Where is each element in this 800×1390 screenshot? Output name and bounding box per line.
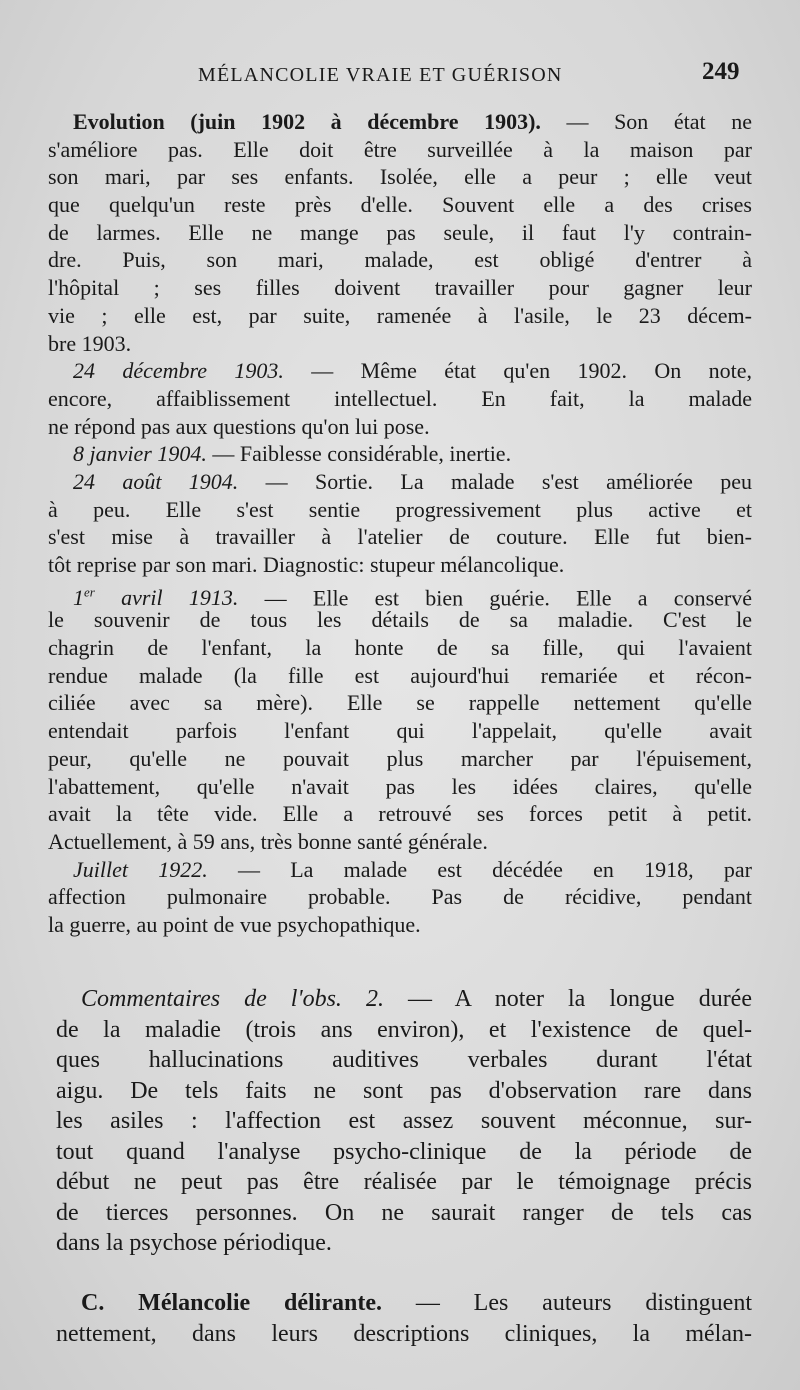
entry-date: 1er avril 1913.	[73, 584, 239, 611]
commentary-lead: Commentaires de l'obs. 2.	[81, 986, 384, 1012]
commentary-line: Commentaires de l'obs. 2. — A noter la longue durée	[81, 986, 752, 1012]
commentary-line: tout quand l'analyse psycho-clinique de la période de	[56, 1138, 752, 1165]
page-header	[0, 58, 800, 98]
evolution-lead: Evolution (juin 1902 à décembre 1903).	[73, 109, 541, 134]
entry-line: chagrin de l'enfant, la honte de sa fille, qui l'avaient	[48, 635, 752, 661]
evolution-line: de larmes. Elle ne mange pas seule, il faut l'y contrain-	[48, 219, 752, 245]
entry-line: 8 janvier 1904. — Faiblesse considérable, inertie.	[73, 441, 512, 467]
entry-line: ciliée avec sa mère). Elle se rappelle nettement qu'elle	[48, 690, 752, 716]
evolution-line: son mari, par ses enfants. Isolée, elle a peur ; elle veut	[48, 164, 752, 190]
section-line: C. Mélancolie délirante. — Les auteurs distinguent	[81, 1290, 753, 1316]
section-line: nettement, dans leurs descriptions cliniques, la mélan-	[56, 1321, 752, 1347]
commentary-line: ques hallucinations auditives verbales durant l'état	[56, 1047, 752, 1073]
entry-date: 24 août 1904.	[73, 468, 239, 494]
page-number: 249	[702, 58, 740, 85]
evolution-line: vie ; elle est, par suite, ramenée à l'asile, le 23 décem-	[48, 302, 752, 328]
section-c	[56, 1288, 752, 1350]
entry-line: encore, affaiblissement intellectuel. En fait, la malade	[48, 385, 752, 411]
evolution-line: s'améliore pas. Elle doit être surveillée à la maison par	[48, 136, 752, 162]
commentary-line: les asiles : l'affection est assez souvent méconnue, sur-	[56, 1108, 752, 1134]
commentary-paragraph	[56, 984, 752, 1259]
entry-line: 24 décembre 1903. — Même état qu'en 1902. On note,	[73, 358, 752, 384]
entry-date: 24 décembre 1903.	[73, 358, 284, 384]
entry-line: peur, qu'elle ne pouvait plus marcher par l'épuisement,	[48, 745, 752, 771]
entry-line: affection pulmonaire probable. Pas de récidive, pendant	[48, 884, 752, 910]
entry-line: ne répond pas aux questions qu'on lui pose.	[48, 413, 430, 439]
evolution-line: dre. Puis, son mari, malade, est obligé d'entrer à	[48, 247, 752, 273]
entry-line: Actuellement, à 59 ans, très bonne santé générale.	[48, 828, 488, 854]
entry-line: Juillet 1922. — La malade est décédée en 1918, par	[73, 856, 753, 882]
entry-date: 8 janvier 1904.	[73, 441, 207, 467]
entry-line: 24 août 1904. — Sortie. La malade s'est améliorée peu	[73, 468, 752, 494]
entry-line: à peu. Elle s'est sentie progressivement plus active et	[48, 496, 752, 522]
commentary-line: de la maladie (trois ans environ), et l'existence de quel-	[56, 1016, 752, 1043]
entry-line: s'est mise à travailler à l'atelier de couture. Elle fut bien-	[48, 524, 752, 550]
entry-line: le souvenir de tous les détails de sa maladie. C'est le	[48, 607, 752, 633]
evolution-line: Evolution (juin 1902 à décembre 1903). — Son état ne	[73, 109, 752, 134]
entry-line: l'abattement, qu'elle n'avait pas les idées claires, qu'elle	[48, 773, 752, 799]
entry-line: avait la tête vide. Elle a retrouvé ses forces petit à petit.	[48, 801, 752, 827]
running-title: MÉLANCOLIE VRAIE ET GUÉRISON	[198, 64, 563, 86]
entry-line: rendue malade (la fille est aujourd'hui remariée et récon-	[48, 662, 752, 688]
entry-date: Juillet 1922.	[73, 856, 208, 882]
evolution-line: l'hôpital ; ses filles doivent travailler pour gagner leur	[48, 275, 752, 301]
commentary-line: aigu. De tels faits ne sont pas d'observation rare dans	[56, 1077, 752, 1104]
evolution-line: que quelqu'un reste près d'elle. Souvent elle a des crises	[48, 192, 752, 218]
entry-line: tôt reprise par son mari. Diagnostic: stupeur mélancolique.	[48, 552, 565, 577]
commentary-line: de tierces personnes. On ne saurait ranger de tels cas	[56, 1199, 752, 1226]
evolution-line: bre 1903.	[48, 330, 132, 356]
observation-text	[48, 108, 752, 939]
entry-line: 1er avril 1913. — Elle est bien guérie. Elle a conservé	[73, 584, 752, 611]
commentary-line: dans la psychose périodique.	[56, 1230, 332, 1256]
entry-line: entendait parfois l'enfant qui l'appelait, qu'elle avait	[48, 718, 752, 744]
section-heading: C. Mélancolie délirante.	[81, 1290, 382, 1316]
commentary-line: début ne peut pas être réalisée par le témoignage précis	[56, 1169, 752, 1195]
entry-line: la guerre, au point de vue psychopathique.	[48, 911, 421, 937]
